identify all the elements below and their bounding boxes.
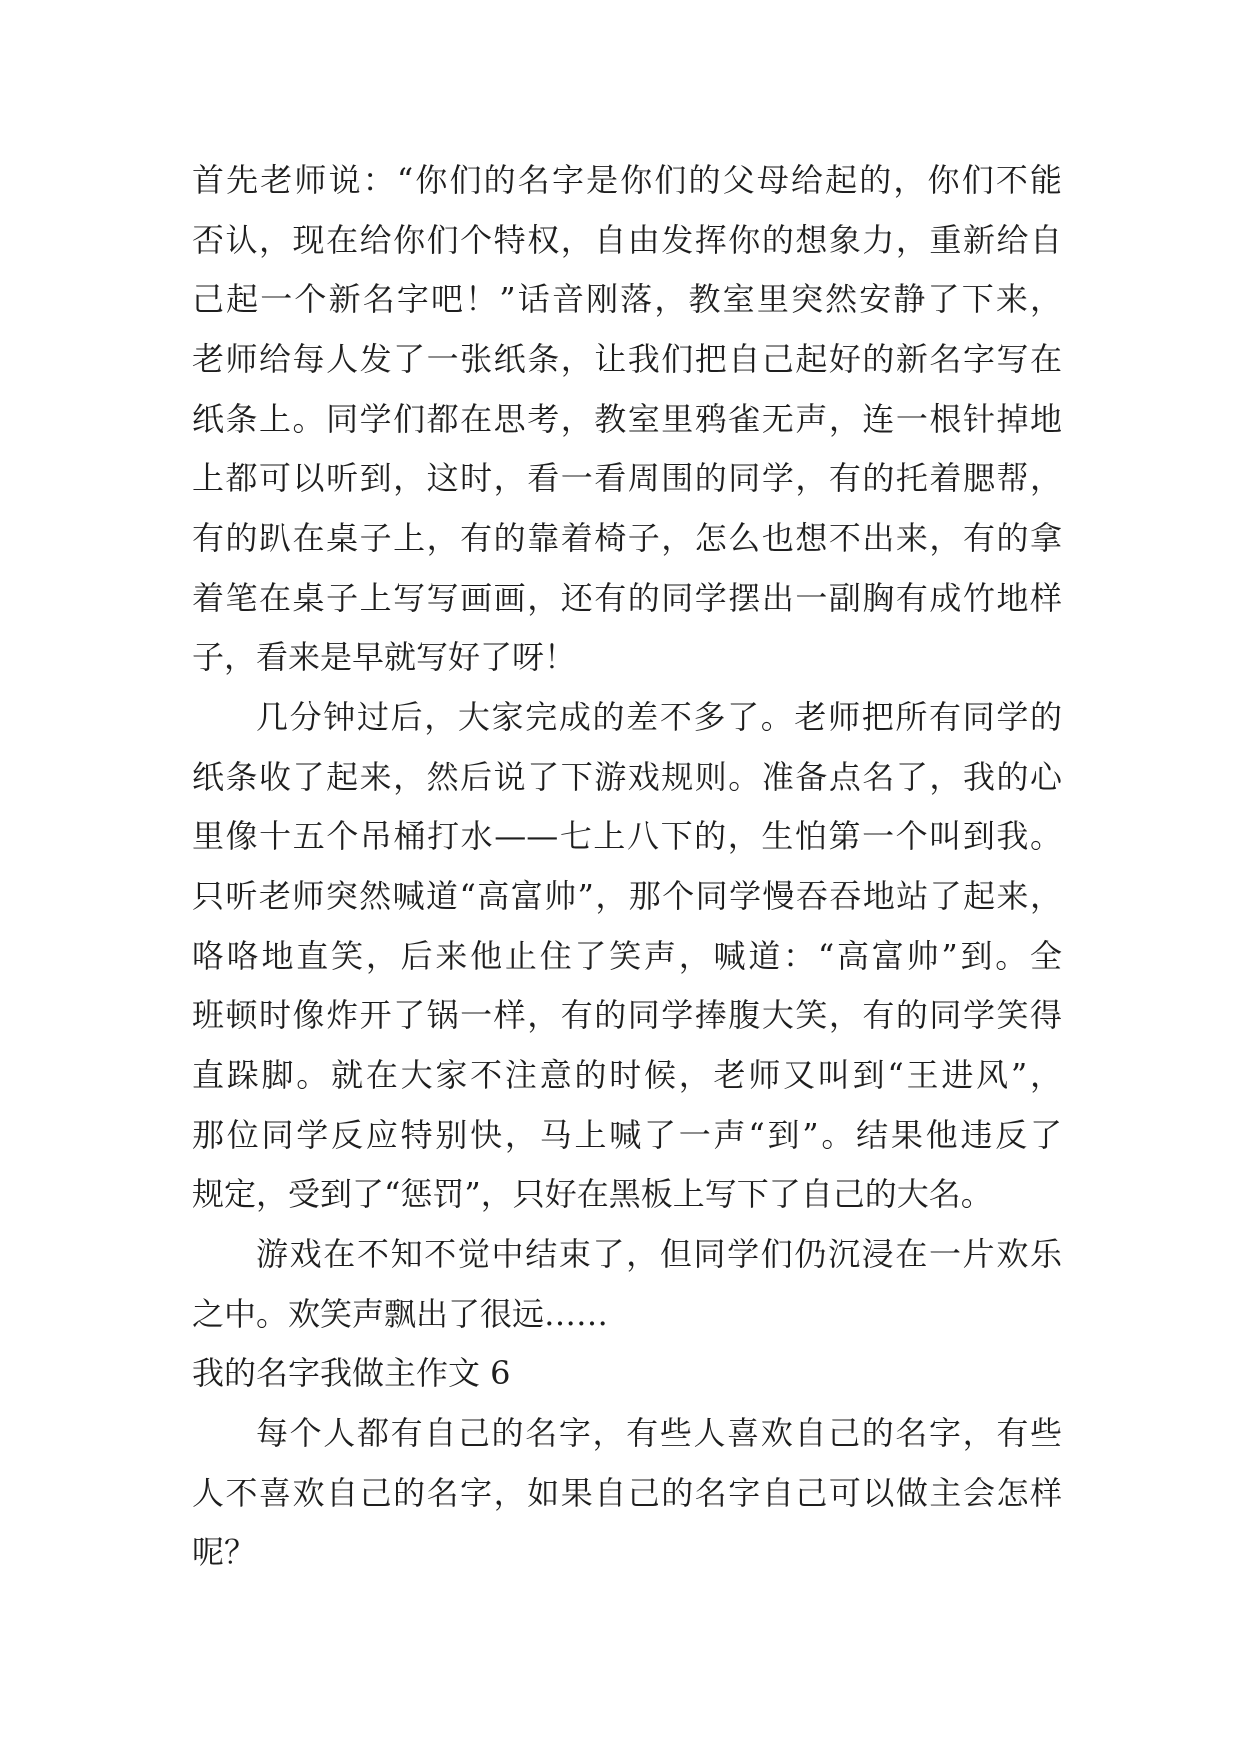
body-text-line: 里像十五个吊桶打水——七上八下的，生怕第一个叫到我。	[192, 817, 1062, 855]
paragraph-first-line: 每个人都有自己的名字，有些人喜欢自己的名字，有些	[256, 1414, 1062, 1452]
body-text-line: 呢？	[192, 1533, 257, 1571]
body-text-line: 有的趴在桌子上，有的靠着椅子，怎么也想不出来，有的拿	[192, 519, 1062, 557]
body-text-line: 之中。欢笑声飘出了很远……	[192, 1295, 609, 1333]
body-text-line: 着笔在桌子上写写画画，还有的同学摆出一副胸有成竹地样	[192, 579, 1062, 617]
body-text-line: 人不喜欢自己的名字，如果自己的名字自己可以做主会怎样	[192, 1474, 1062, 1512]
body-text-line: 那位同学反应特别快，马上喊了一声“到”。结果他违反了	[192, 1116, 1062, 1154]
section-heading: 我的名字我做主作文 6	[192, 1354, 511, 1392]
body-text-line: 只听老师突然喊道“高富帅”，那个同学慢吞吞地站了起来，	[192, 877, 1062, 915]
body-text-line: 老师给每人发了一张纸条，让我们把自己起好的新名字写在	[192, 340, 1062, 378]
body-text-line: 咯咯地直笑，后来他止住了笑声，喊道：“高富帅”到。全	[192, 937, 1062, 975]
body-text-line: 规定，受到了“惩罚”，只好在黑板上写下了自己的大名。	[192, 1175, 993, 1213]
body-text-line: 班顿时像炸开了锅一样，有的同学捧腹大笑，有的同学笑得	[192, 996, 1062, 1034]
paragraph-first-line: 几分钟过后，大家完成的差不多了。老师把所有同学的	[256, 698, 1062, 736]
body-text-line: 子，看来是早就写好了呀！	[192, 638, 577, 676]
body-text-line: 上都可以听到，这时，看一看周围的同学，有的托着腮帮，	[192, 459, 1062, 497]
body-text-line: 首先老师说：“你们的名字是你们的父母给起的，你们不能	[192, 161, 1062, 199]
paragraph-first-line: 游戏在不知不觉中结束了，但同学们仍沉浸在一片欢乐	[256, 1235, 1062, 1273]
body-text-line: 纸条上。同学们都在思考，教室里鸦雀无声，连一根针掉地	[192, 400, 1062, 438]
body-text-line: 纸条收了起来，然后说了下游戏规则。准备点名了，我的心	[192, 758, 1062, 796]
body-text-line: 否认，现在给你们个特权，自由发挥你的想象力，重新给自	[192, 221, 1062, 259]
body-text-line: 己起一个新名字吧！”话音刚落，教室里突然安静了下来，	[192, 280, 1062, 318]
body-text-line: 直跺脚。就在大家不注意的时候，老师又叫到“王进风”，	[192, 1056, 1062, 1094]
